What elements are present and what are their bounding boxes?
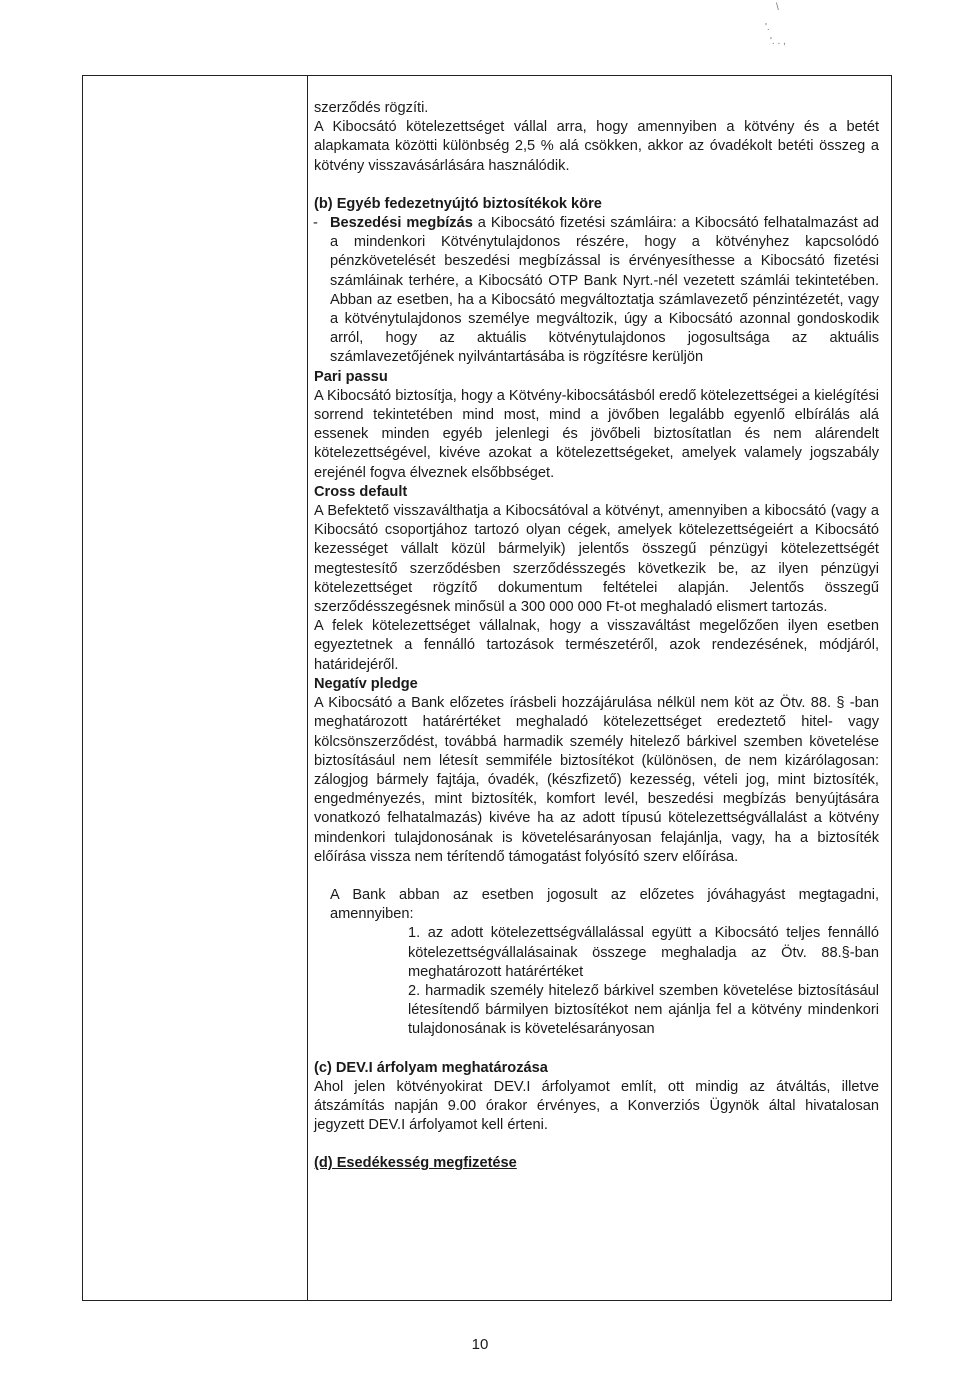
section-b-heading: (b) Egyéb fedezetnyújtó biztosítékok köre [314,195,602,212]
scan-artifact: '. [765,22,770,33]
table-bottom-border [83,1300,891,1301]
pari-passu-text: A Kibocsátó biztosítja, hogy a Kötvény-kibocsátásból eredő kötelezettségei a kielégítési sorrend tekintetében mind most, mind a jövőben legalább egyenlő elbírálás alá essenek minden egyéb jelenlegi és jövőbeli biztosítatlan és nem alárendelt kötelezettségével, kivéve azokat a kötelezettségeket, amelyek valamely jogszabály erejénél fogva élveznek elsőbbséget. [314,387,879,481]
table-column-divider [307,76,308,1301]
condition-item-2: 2. harmadik személy hitelező bárkivel szemben követelése biztosításául létesítendő bármilyen biztosítékot nem ajánlja fel a kötvény mindenkori tulajdonosának is követelésarányosan [408,982,879,1038]
beszedesi-paragraph [330,214,879,368]
scan-artifact: \ [776,2,779,13]
scan-artifact: '. . , [770,36,786,47]
bank-paragraph: A Bank abban az esetben jogosult az előzetes jóváhagyást megtagadni, amennyiben: [330,886,879,923]
condition-item-1: 1. az adott kötelezettségvállalással együtt a Kibocsátó teljes fennálló kötelezettségvállalásainak összege meghaladja az Ötv. 88.§-ban meghatározott határértéket [408,925,879,980]
intro-paragraph: A Kibocsátó kötelezettséget vállal arra, hogy amennyiben a kötvény és a betét alapkamata közötti különbség 2,5 % alá csökken, akkor az óvadékolt betéti összeg a kötvény visszavásárlására használódik. [314,119,879,174]
section-d-heading: (d) Esedékesség megfizetése [314,1155,517,1172]
condition-list [314,924,879,1039]
pari-passu-heading: Pari passu [314,368,388,385]
cross-default-heading: Cross default [314,483,408,500]
section-c-text: Ahol jelen kötvényokirat DEV.I árfolyamot említ, ott mindig az átváltás, illetve átszámítás napján 9.00 órakor érvényes, a Konverziós Ügynök által hivatalosan jegyzett DEV.I árfolyamot kell érteni. [314,1078,879,1134]
dash-bullet: - [313,215,318,232]
document-body [314,99,879,1174]
negativ-pledge-text: A Kibocsátó a Bank előzetes írásbeli hozzájárulása nélkül nem köt az Ötv. 88. § -ban meghatározott határértéket meghaladó kötelezettséget eredeztető hitel- vagy kölcsönszerződést, továbbá harmadik személy hitelező bárkivel szemben követelése biztosításául nem létesít semmiféle biztosítékot (különösen, de nem kizárólagosan: zálogjog bármely fajtája, óvadék, (készfizető) kezesség, vételi jog, mint biztosíték, engedményezés, mint biztosíték, komfort levél, beszedési megbízás benyújtására vonatkozó felhatalmazás) kivéve ha az adott típusú kötelezettségvállalást a kötvény mindenkori tulajdonosának is követelésarányosan felajánlja, vagy, ha a biztosíték előírása vissza nem térítendő támogatást folyósító szerv előírása. [314,695,879,865]
section-c-heading: (c) DEV.I árfolyam meghatározása [314,1059,548,1076]
cross-default-text: A Befektető visszaválthatja a Kibocsátóval a kötvényt, amennyiben a kibocsátó (vagy a Kibocsátó csoportjához tartozó olyan cégek, amelyek kötelezettségeiért a Kibocsátó kezességet vállalt közül bármelyik) jelentős összegű pénzügyi kötelezettségét megtestesítő szerződésben szerződésszegés következik be, az ilyen pénzügyi kötelezettséget rögzítő dokumentum feltételei alapján. Jelentős összegű szerződésszegésnek minősül a 300 000 000 Ft-ot meghaladó elismert tartozás. [314,503,879,616]
intro-line: szerződés rögzíti. [314,100,429,116]
page-number: 10 [471,1336,489,1353]
beszedesi-title: Beszedési megbízás [330,215,473,232]
cross-default-text-2: A felek kötelezettséget vállalnak, hogy a visszaváltást megelőzően ilyen esetben egyeztetnek a fennálló tartozások természetéről, azok rendezésének, módjáról, határidejéről. [314,618,879,673]
beszedesi-text: a Kibocsátó fizetési számláira: a Kibocsátó felhatalmazást ad a mindenkori Kötvénytulajdonos részére, hogy a kötvényhez kapcsolódó pénzkövetelését beszedési megbízással is érvényesíthesse a Kibocsátó fizetési számláinak terhére, a Kibocsátó OTP Bank Nyrt.-nél vezetett számlái tekintetében. Abban az esetben, ha a Kibocsátó megváltoztatja számlavezető pénzintézetét, vagy a kötvénytulajdonos személye megváltozik, úgy a Kibocsátó azonnal gondoskodik arról, hogy az aktuális kötvénytulajdonos jogosultsága az aktuális számlavezetőjének nyilvántartásába is rögzítésre kerüljön [330,215,879,366]
negativ-pledge-heading: Negatív pledge [314,675,418,692]
